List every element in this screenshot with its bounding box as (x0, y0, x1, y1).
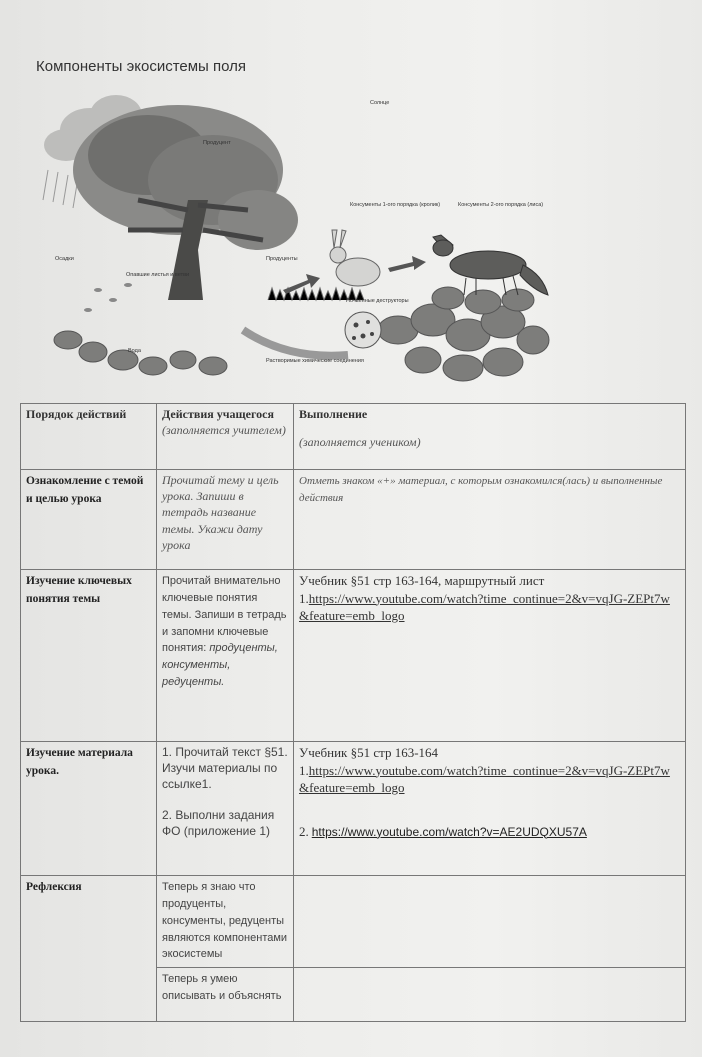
fox-icon (433, 235, 548, 295)
row1-actions-text: Прочитай тему и цель урока. Запиши в тетрадь название темы. Укажи дату урока (162, 473, 279, 552)
label-chemicals: Растворимые химические соединения (266, 358, 364, 364)
row3-link1-number: 1. (299, 762, 309, 778)
label-sun: Солнце (370, 100, 390, 106)
row2-actions-text: Прочитай внимательно ключевые понятия темы. Запиши в тетрадь и запомни ключевые понятия: (162, 575, 287, 655)
label-consumer1: Консументы 1-ого порядка (кролик) (350, 202, 441, 208)
header-execution-title: Выполнение (299, 407, 368, 421)
row2-textbook-ref: Учебник §51 стр 163-164, маршрутный лист (299, 573, 545, 588)
row4-action-1: Теперь я знаю что продуценты, консументы, редуценты являются компонентами экосистемы (162, 881, 288, 961)
row3-execution (294, 742, 686, 876)
label-producers: Продуценты (266, 256, 298, 262)
header-student-actions (157, 404, 294, 470)
header-step-label: Порядок действий (26, 407, 127, 421)
microbe-icon (345, 312, 381, 348)
tree-icon (73, 105, 298, 300)
row4-step-label: Рефлексия (26, 881, 82, 893)
label-consumer2: Консументы 2-ого порядка (лиса) (458, 202, 544, 208)
label-water: Вода (128, 348, 141, 354)
header-execution (294, 404, 686, 470)
row2-step-label: Изучение ключевых понятия темы (26, 575, 132, 605)
table-row (21, 742, 686, 876)
row3-action-2: 2. Выполни задания ФО (приложение 1) (162, 807, 275, 838)
rain-icon (43, 170, 78, 208)
row1-actions (157, 470, 294, 570)
row3-step (21, 742, 157, 876)
row4-execution-1[interactable] (294, 876, 686, 968)
row1-step (21, 470, 157, 570)
row3-action-1: 1. Прочитай текст §51. Изучи материалы по ссылке1. (162, 745, 288, 792)
row1-execution-text: Отметь знаком «+» материал, с которым ознакомился(лась) и выполненные действия (299, 475, 663, 504)
label-decomposers: Почвенные деструкторы (346, 298, 409, 304)
row1-execution[interactable] (294, 470, 686, 570)
row4-execution-2[interactable] (294, 968, 686, 1022)
label-precipitation: Осадки (55, 256, 74, 262)
lesson-plan-table (20, 403, 686, 1022)
row4-action-2: Теперь я умею описывать и объяснять (162, 973, 282, 1002)
page-title: Компоненты экосистемы поля (36, 58, 247, 75)
header-execution-note: (заполняется учеником) (299, 435, 421, 450)
row3-link2-number: 2. (299, 823, 309, 839)
row3-video-link-1[interactable]: https://www.youtube.com/watch?time_continue=2&v=vqJG-ZEPt7w&feature=emb_logo (299, 762, 670, 796)
header-actions-note: (заполняется учителем) (162, 423, 286, 438)
row4-action-2-cell (157, 968, 294, 1022)
fallen-leaves-icon (84, 283, 132, 312)
row2-actions-terms: продуценты, консументы, редуценты. (162, 642, 278, 689)
table-row (21, 876, 686, 968)
row3-actions (157, 742, 294, 876)
row4-action-1-cell (157, 876, 294, 968)
row3-textbook-ref: Учебник §51 стр 163-164 (299, 745, 439, 760)
row3-video-link-2[interactable]: https://www.youtube.com/watch?v=AE2UDQXU57A (311, 824, 587, 839)
row2-step (21, 570, 157, 742)
row2-link-number: 1. (299, 590, 309, 606)
header-actions-title: Действия учащегося (162, 407, 274, 421)
label-fallen: Опавшие листья и ветви (126, 272, 190, 278)
row2-execution (294, 570, 686, 742)
nutrient-arrow (243, 330, 348, 356)
table-header-row (21, 404, 686, 470)
row2-video-link[interactable]: https://www.youtube.com/watch?time_continue=2&v=vqJG-ZEPt7w&feature=emb_logo (299, 590, 670, 624)
header-step-order (21, 404, 157, 470)
row4-step (21, 876, 157, 1022)
soil-rocks (54, 287, 549, 381)
label-producer: Продуцент (203, 140, 231, 146)
rabbit-icon (330, 230, 380, 286)
table-row (21, 570, 686, 742)
ecosystem-diagram (28, 90, 554, 390)
row3-step-label: Изучение материала урока. (26, 747, 133, 777)
row1-step-label: Ознакомление с темой и целью урока (26, 475, 144, 505)
table-row (21, 470, 686, 570)
row2-actions (157, 570, 294, 742)
